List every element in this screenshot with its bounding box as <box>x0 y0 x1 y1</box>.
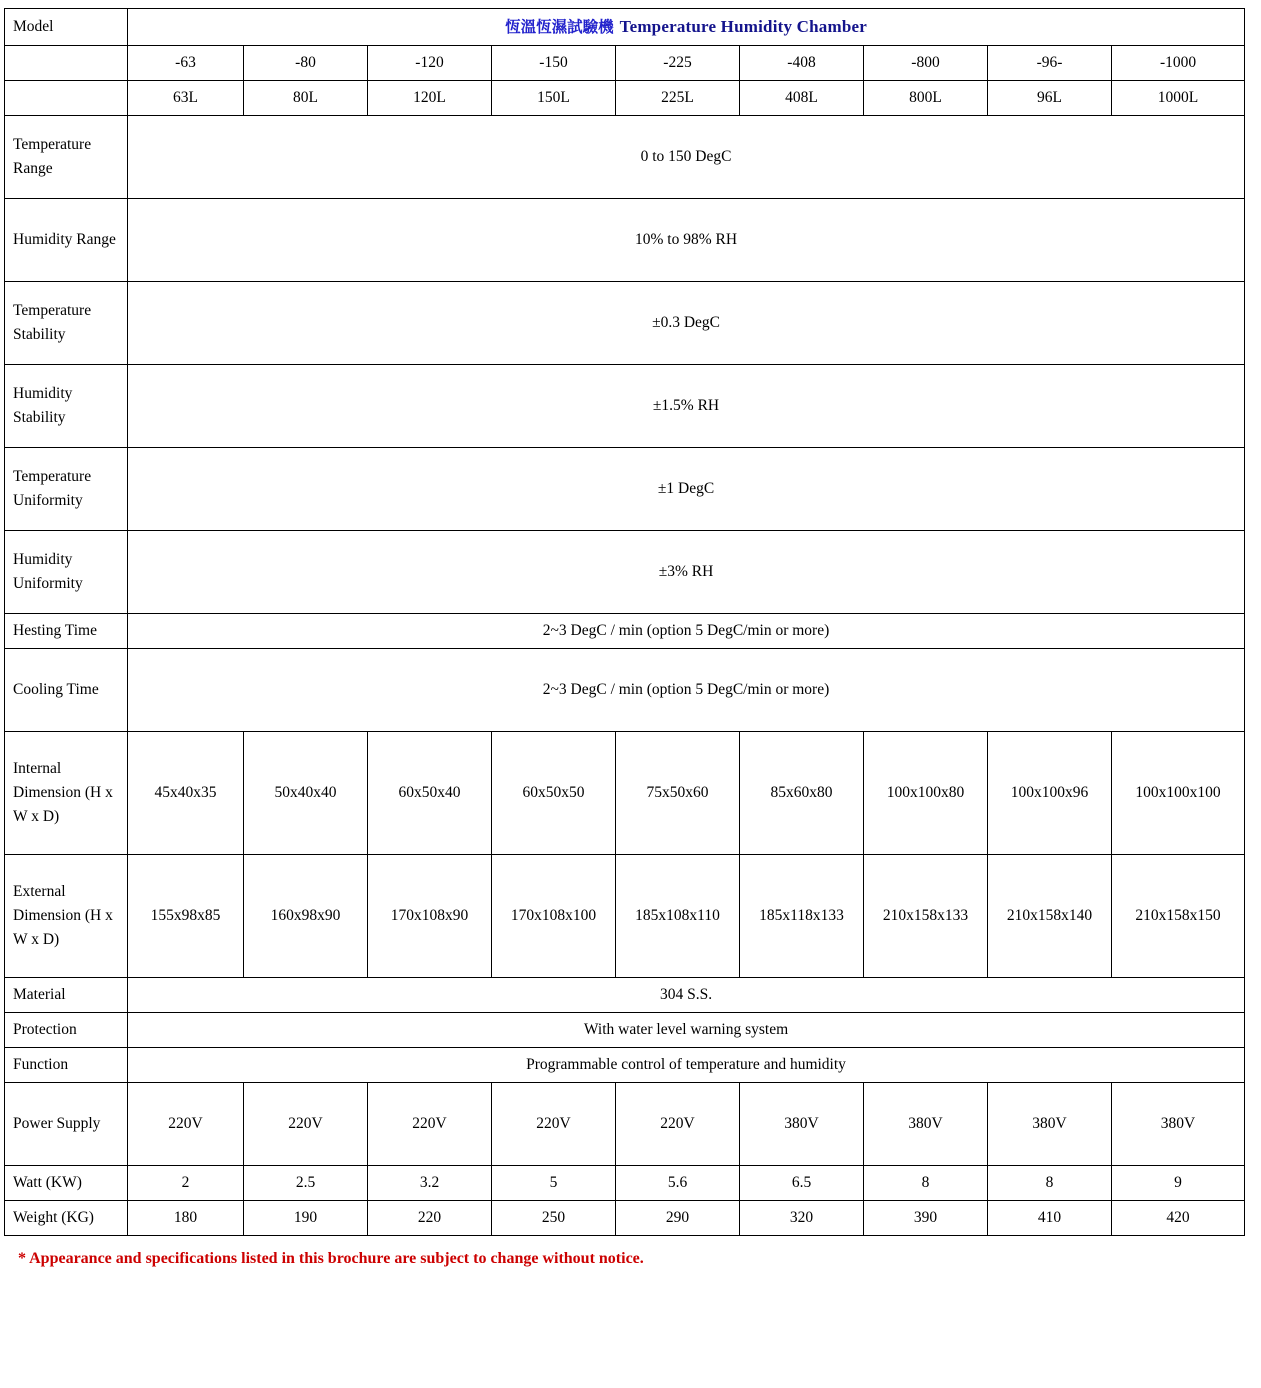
table-row <box>5 9 1245 46</box>
model-code-cell: -96- <box>988 46 1112 81</box>
row-value-cell: 170x108x90 <box>368 855 492 978</box>
row-value-cell: 210x158x150 <box>1112 855 1245 978</box>
model-code-cell: -80 <box>244 46 368 81</box>
row-label: Hesting Time <box>5 614 128 649</box>
row-value-cell: 220V <box>616 1083 740 1166</box>
row-value-span: ±1 DegC <box>128 448 1245 531</box>
row-value-cell: 380V <box>988 1083 1112 1166</box>
row-value-cell: 60x50x50 <box>492 732 616 855</box>
row-value-cell: 45x40x35 <box>128 732 244 855</box>
row-value-cell: 210x158x140 <box>988 855 1112 978</box>
model-volume-cell: 800L <box>864 81 988 116</box>
model-code-cell: -1000 <box>1112 46 1245 81</box>
chamber-title-cn: 恆溫恆濕試驗機 <box>505 18 614 36</box>
row-value-cell: 5 <box>492 1166 616 1201</box>
row-label-empty <box>5 46 128 81</box>
model-volume-cell: 225L <box>616 81 740 116</box>
model-code-cell: -150 <box>492 46 616 81</box>
row-value-cell: 155x98x85 <box>128 855 244 978</box>
row-value-cell: 220V <box>244 1083 368 1166</box>
row-label: Material <box>5 978 128 1013</box>
row-value-cell: 8 <box>864 1166 988 1201</box>
row-value-cell: 420 <box>1112 1201 1245 1236</box>
chamber-title-cell <box>128 9 1245 46</box>
row-value-cell: 50x40x40 <box>244 732 368 855</box>
model-volume-cell: 120L <box>368 81 492 116</box>
table-row <box>5 1083 1245 1166</box>
row-value-cell: 380V <box>740 1083 864 1166</box>
table-row <box>5 199 1245 282</box>
model-code-cell: -800 <box>864 46 988 81</box>
table-row <box>5 282 1245 365</box>
row-label: Function <box>5 1048 128 1083</box>
spec-sheet <box>0 8 1261 1268</box>
row-value-cell: 220 <box>368 1201 492 1236</box>
table-row <box>5 531 1245 614</box>
row-value-cell: 5.6 <box>616 1166 740 1201</box>
row-label: Watt (KW) <box>5 1166 128 1201</box>
row-label: Cooling Time <box>5 649 128 732</box>
row-label: Protection <box>5 1013 128 1048</box>
row-value-cell: 8 <box>988 1166 1112 1201</box>
row-value-span: ±1.5% RH <box>128 365 1245 448</box>
row-label: Temperature Range <box>5 116 128 199</box>
row-value-span: Programmable control of temperature and humidity <box>128 1048 1245 1083</box>
row-label: Internal Dimension (H x W x D) <box>5 732 128 855</box>
row-value-cell: 250 <box>492 1201 616 1236</box>
table-row <box>5 1013 1245 1048</box>
model-volume-cell: 150L <box>492 81 616 116</box>
row-value-cell: 3.2 <box>368 1166 492 1201</box>
table-row <box>5 978 1245 1013</box>
row-label: External Dimension (H x W x D) <box>5 855 128 978</box>
row-value-span: ±0.3 DegC <box>128 282 1245 365</box>
row-value-cell: 410 <box>988 1201 1112 1236</box>
row-value-cell: 100x100x96 <box>988 732 1112 855</box>
row-value-cell: 390 <box>864 1201 988 1236</box>
footnote: * Appearance and specifications listed in this brochure are subject to change without notice. <box>18 1250 644 1268</box>
row-value-cell: 180 <box>128 1201 244 1236</box>
row-value-cell: 100x100x80 <box>864 732 988 855</box>
row-value-cell: 6.5 <box>740 1166 864 1201</box>
row-label: Temperature Stability <box>5 282 128 365</box>
row-value-span: 2~3 DegC / min (option 5 DegC/min or more) <box>128 649 1245 732</box>
row-value-cell: 185x118x133 <box>740 855 864 978</box>
row-value-cell: 220V <box>492 1083 616 1166</box>
row-value-cell: 75x50x60 <box>616 732 740 855</box>
row-value-span: 2~3 DegC / min (option 5 DegC/min or more) <box>128 614 1245 649</box>
row-label: Weight (KG) <box>5 1201 128 1236</box>
row-value-cell: 185x108x110 <box>616 855 740 978</box>
model-volume-cell: 1000L <box>1112 81 1245 116</box>
row-value-cell: 85x60x80 <box>740 732 864 855</box>
table-row <box>5 448 1245 531</box>
row-label: Temperature Uniformity <box>5 448 128 531</box>
row-value-cell: 190 <box>244 1201 368 1236</box>
specification-table <box>4 8 1245 1236</box>
row-value-cell: 220V <box>128 1083 244 1166</box>
table-row <box>5 855 1245 978</box>
model-volume-cell: 96L <box>988 81 1112 116</box>
row-value-cell: 170x108x100 <box>492 855 616 978</box>
row-label-empty <box>5 81 128 116</box>
row-value-span: 10% to 98% RH <box>128 199 1245 282</box>
row-value-cell: 9 <box>1112 1166 1245 1201</box>
row-value-cell: 160x98x90 <box>244 855 368 978</box>
chamber-title-en: Temperature Humidity Chamber <box>619 17 867 36</box>
table-row <box>5 1166 1245 1201</box>
row-value-cell: 2 <box>128 1166 244 1201</box>
model-code-cell: -63 <box>128 46 244 81</box>
row-value-cell: 380V <box>864 1083 988 1166</box>
row-value-span: 0 to 150 DegC <box>128 116 1245 199</box>
model-volume-cell: 63L <box>128 81 244 116</box>
table-row <box>5 1201 1245 1236</box>
table-row <box>5 365 1245 448</box>
row-value-cell: 60x50x40 <box>368 732 492 855</box>
row-label: Humidity Uniformity <box>5 531 128 614</box>
table-row <box>5 81 1245 116</box>
row-value-cell: 100x100x100 <box>1112 732 1245 855</box>
table-row <box>5 46 1245 81</box>
row-value-span: 304 S.S. <box>128 978 1245 1013</box>
table-row <box>5 116 1245 199</box>
table-row <box>5 649 1245 732</box>
table-row <box>5 732 1245 855</box>
row-value-cell: 320 <box>740 1201 864 1236</box>
row-value-cell: 380V <box>1112 1083 1245 1166</box>
row-label: Power Supply <box>5 1083 128 1166</box>
model-volume-cell: 408L <box>740 81 864 116</box>
model-volume-cell: 80L <box>244 81 368 116</box>
row-label: Humidity Stability <box>5 365 128 448</box>
row-label: Humidity Range <box>5 199 128 282</box>
row-value-cell: 2.5 <box>244 1166 368 1201</box>
row-value-span: ±3% RH <box>128 531 1245 614</box>
row-value-cell: 220V <box>368 1083 492 1166</box>
model-code-cell: -408 <box>740 46 864 81</box>
row-value-span: With water level warning system <box>128 1013 1245 1048</box>
table-row <box>5 1048 1245 1083</box>
model-code-cell: -225 <box>616 46 740 81</box>
row-label-model: Model <box>5 9 128 46</box>
model-code-cell: -120 <box>368 46 492 81</box>
row-value-cell: 210x158x133 <box>864 855 988 978</box>
row-value-cell: 290 <box>616 1201 740 1236</box>
table-row <box>5 614 1245 649</box>
